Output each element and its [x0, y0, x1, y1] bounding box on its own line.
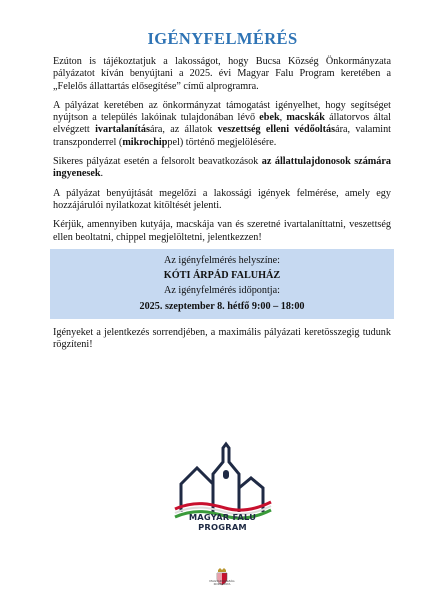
logo-window — [223, 470, 229, 479]
paragraph-free — [53, 156, 391, 181]
paragraph-survey: A pályázat benyújtását megelőzi a lakossági igények felmérése, amely egy hozzájárulói nyilatkozat kitöltését jelenti. — [53, 187, 391, 211]
crest-caption-line1: MAGYARORSZÁG — [209, 579, 235, 583]
paragraph-support-text: , — [279, 112, 287, 124]
logo-text — [160, 512, 285, 532]
info-box — [50, 249, 394, 319]
document-body — [53, 56, 391, 359]
crest-caption — [191, 580, 253, 587]
paragraph-support-text: A pályázat keretében az önkormányzat támogatást igényelhet, hogy segítséget nyújtson a település lakóinak tulajdonában lévő — [53, 99, 391, 124]
crest-crown — [218, 568, 226, 572]
logo-text-line1: MAGYAR FALU — [188, 512, 257, 522]
crest-caption-line2: KORMÁNYA — [213, 582, 231, 587]
highlight-free-for-owners: az állattulajdonosok számára ingyenesek — [53, 156, 391, 180]
highlight-cats: macskák — [286, 112, 325, 124]
paragraph-intro: Ezúton is tájékoztatjuk a lakosságot, hogy Bucsa Község Önkormányzata pályázatot kíván benyújtani a 2025. évi Magyar Falu Program keretében a „Felelős állattartás elősegítése” című alprogramra. — [53, 56, 391, 92]
paragraph-support-text: pel) történő megjelölésére. — [167, 136, 277, 148]
logo-text-line2: PROGRAM — [198, 522, 247, 532]
paragraph-free-text: Sikeres pályázat esetén a felsorolt beavatkozások — [53, 156, 262, 168]
location-value: KÓTI ÁRPÁD FALUHÁZ — [163, 270, 281, 282]
highlight-neutering: ivartalanítás — [95, 124, 150, 136]
location-label: Az igényfelmérés helyszíne: — [164, 254, 280, 266]
paragraph-closing: Igényeket a jelentkezés sorrendjében, a maximális pályázati keretösszegig tudunk rögzíteni! — [53, 327, 391, 351]
paragraph-support — [53, 100, 391, 149]
time-value: 2025. szeptember 8. hétfő 9:00 – 18:00 — [139, 300, 305, 312]
paragraph-call-to-action: Kérjük, amennyiben kutyája, macskája van és szeretné ivartalaníttatni, veszettség ellen beoltatni, chippel megjelöltetni, jelentkezzen! — [53, 219, 391, 243]
paragraph-support-text: ára, valamint transzponderrel ( — [53, 124, 392, 148]
paragraph-support-text: állatorvos által elvégzett — [53, 112, 391, 136]
highlight-dogs: ebek — [259, 112, 280, 124]
time-label: Az igényfelmérés időpontja: — [164, 285, 280, 297]
highlight-microchip: mikrochip — [122, 136, 168, 148]
paragraph-free-text: . — [100, 168, 104, 180]
paragraph-support-text: ára, az állatok — [149, 124, 218, 136]
highlight-rabies-vaccine: veszettség elleni védőoltás — [217, 124, 336, 136]
document-title: IGÉNYFELMÉRÉS — [147, 29, 298, 48]
